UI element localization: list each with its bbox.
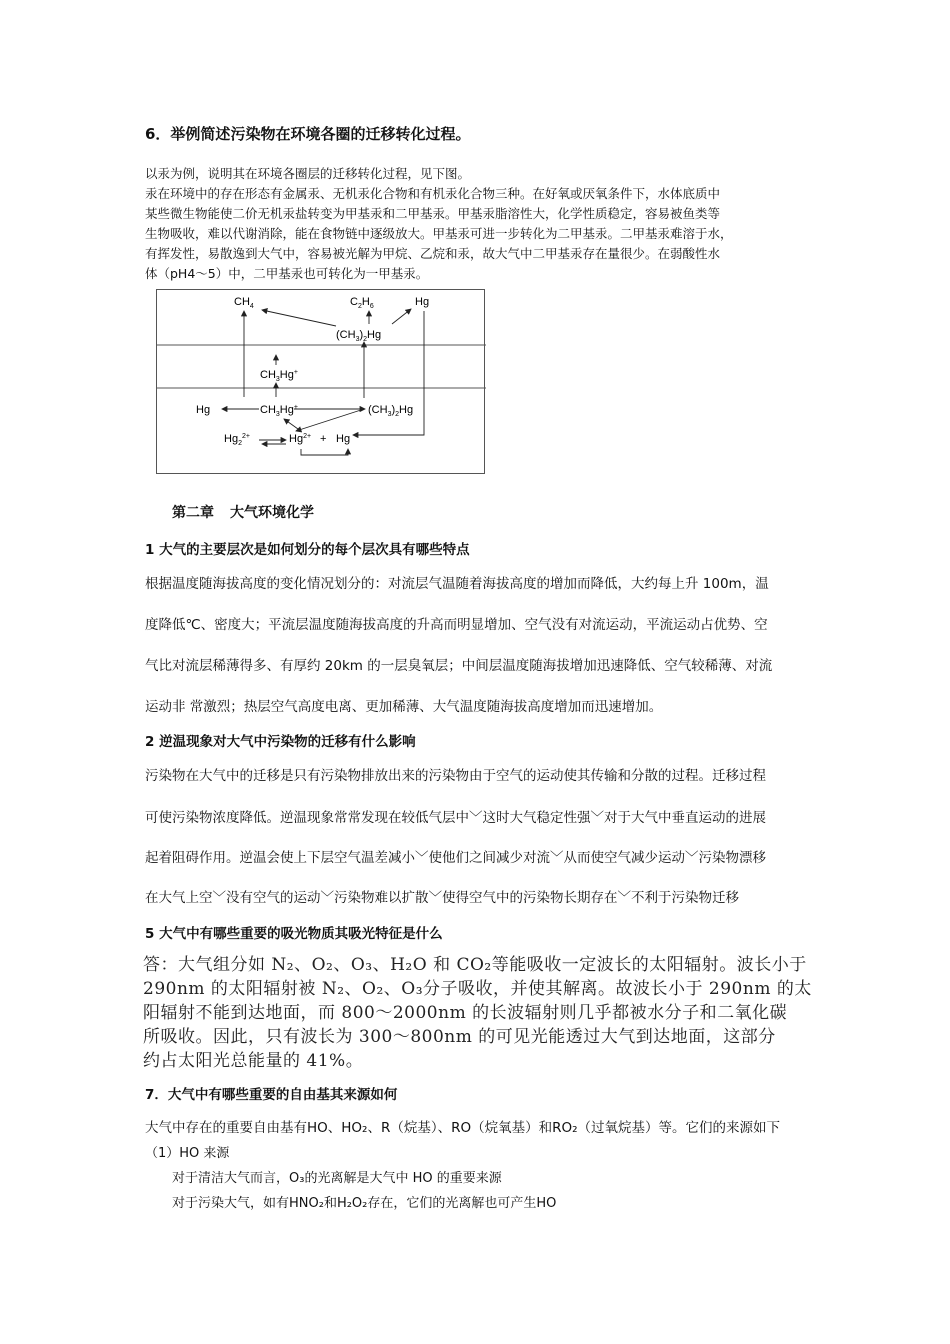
q1-line: 气比对流层稀薄得多、有厚约 20km 的一层臭氧层；中间层温度随海拔增加迅速降低、空气较稀薄、对流	[145, 658, 773, 674]
hg-top-label: Hg	[415, 296, 430, 308]
q6-line: 某些微生物能使二价无机汞盐转变为甲基汞和二甲基汞。甲基汞脂溶性大，化学性质稳定，容易被鱼类等	[145, 206, 721, 221]
q5-answer-line: 阳辐射不能到达地面，而 800～2000nm 的长波辐射则几乎都被水分子和二氧化碳	[143, 1003, 788, 1023]
mercury-cycle-diagram	[156, 289, 486, 475]
methylmercury-water-label: $CH_3Hg^+$	[260, 369, 298, 383]
question-7-title: 7．大气中有哪些重要的自由基其来源如何	[145, 1087, 398, 1103]
mercurous-ion-label: $Hg_2^{2+}$	[224, 433, 250, 447]
chapter-title: 大气环境化学	[230, 505, 314, 521]
q5-answer-line: 290nm 的太阳辐射被 N₂、O₂、O₃分子吸收，并使其解离。故波长小于 290nm 的太	[143, 979, 812, 999]
chapter-number: 第二章	[172, 505, 214, 521]
arrow-hg-interconversion	[301, 449, 348, 455]
question-5-title: 5 大气中有哪些重要的吸光物质其吸光特征是什么	[145, 926, 443, 942]
arrow-dmhg-to-hg2plus	[296, 409, 364, 431]
dimethylmercury-air-label: $(CH_3)_2Hg$	[336, 329, 382, 343]
q6-line: 体（pH4～5）中，二甲基汞也可转化为一甲基汞。	[145, 266, 429, 281]
q5-answer-line: 答：大气组分如 N₂、O₂、O₃、H₂O 和 CO₂等能吸收一定波长的太阳辐射。波长小于	[143, 955, 807, 975]
q1-line: 度降低℃、密度大；平流层温度随海拔高度的升高而明显增加、空气没有对流运动，平流运动占优势、空	[145, 617, 768, 633]
q5-answer-line: 所吸收。因此，只有波长为 300～800nm 的可见光能透过大气到达地面，这部分	[143, 1027, 776, 1047]
q1-line: 运动非 常激烈；热层空气高度电离、更加稀薄、大气温度随海拔高度增加而迅速增加。	[145, 699, 663, 715]
q6-line: 以汞为例，说明其在环境各圈层的迁移转化过程，见下图。	[145, 166, 471, 181]
q2-line: 在大气上空﹀没有空气的运动﹀污染物难以扩散﹀使得空气中的污染物长期存在﹀不利于污染物迁移	[145, 890, 739, 906]
arrow-hg2plus-to-mhg	[284, 419, 298, 429]
q2-line: 污染物在大气中的迁移是只有污染物排放出来的污染物由于空气的运动使其传输和分散的过程。迁移过程	[145, 768, 766, 784]
dimethylmercury-sediment-label: $(CH_3)_2Hg$	[368, 404, 414, 418]
chapter-heading	[172, 502, 314, 522]
ch4-label: $CH_4$	[234, 296, 254, 310]
q7-line: 对于清洁大气而言，O₃的光离解是大气中 HO 的重要来源	[172, 1171, 502, 1186]
q1-line: 根据温度随海拔高度的变化情况划分的：对流层气温随着海拔高度的增加而降低，大约每上升 100m，温	[145, 576, 769, 592]
q5-answer-line: 约占太阳光总能量的 41%。	[143, 1051, 364, 1071]
arrow-dmhg-to-hg	[392, 309, 411, 324]
plus-sign: +	[320, 433, 327, 445]
arrow-dmhg-to-ch4	[262, 310, 336, 326]
methylmercury-sediment-label: $CH_3Hg^+$	[260, 404, 298, 418]
q6-line: 汞在环境中的存在形态有金属汞、无机汞化合物和有机汞化合物三种。在好氧或厌氧条件下，水体底质中	[145, 186, 721, 201]
q7-intro: 大气中存在的重要自由基有HO、HO₂、R（烷基）、RO（烷氧基）和RO₂（过氧烷基）等。它们的来源如下	[145, 1120, 781, 1136]
elemental-mercury-label: Hg	[336, 433, 351, 445]
mercuric-ion-label: $Hg^{2+}$	[289, 433, 312, 445]
q6-line: 生物吸收，难以代谢消除，能在食物链中逐级放大。甲基汞可进一步转化为二甲基汞。二甲基汞难溶于水，	[145, 226, 733, 241]
q7-line: 对于污染大气，如有HNO₂和H₂O₂存在，它们的光离解也可产生HO	[172, 1196, 557, 1211]
q2-line: 起着阻碍作用。逆温会使上下层空气温差减小﹀使他们之间减少对流﹀从而使空气减少运动﹀污染物漂移	[145, 850, 766, 866]
c2h6-label: $C_2H_6$	[350, 296, 374, 310]
diagram-frame	[157, 290, 485, 474]
question-6-title: 6．举例简述污染物在环境各圈的迁移转化过程。	[145, 125, 471, 143]
q6-line: 有挥发性，易散逸到大气中，容易被光解为甲烷、乙烷和汞，故大气中二甲基汞存在量很少。在弱酸性水	[145, 246, 721, 261]
q7-sub-heading: （1）HO 来源	[145, 1146, 230, 1161]
question-2-title: 2 逆温现象对大气中污染物的迁移有什么影响	[145, 734, 416, 750]
hg-sediment-left-label: Hg	[196, 404, 211, 416]
q2-line: 可使污染物浓度降低。逆温现象常常发现在较低气层中﹀这时大气稳定性强﹀对于大气中垂直运动的进展	[145, 810, 766, 826]
question-1-title: 1 大气的主要层次是如何划分的每个层次具有哪些特点	[145, 542, 470, 558]
